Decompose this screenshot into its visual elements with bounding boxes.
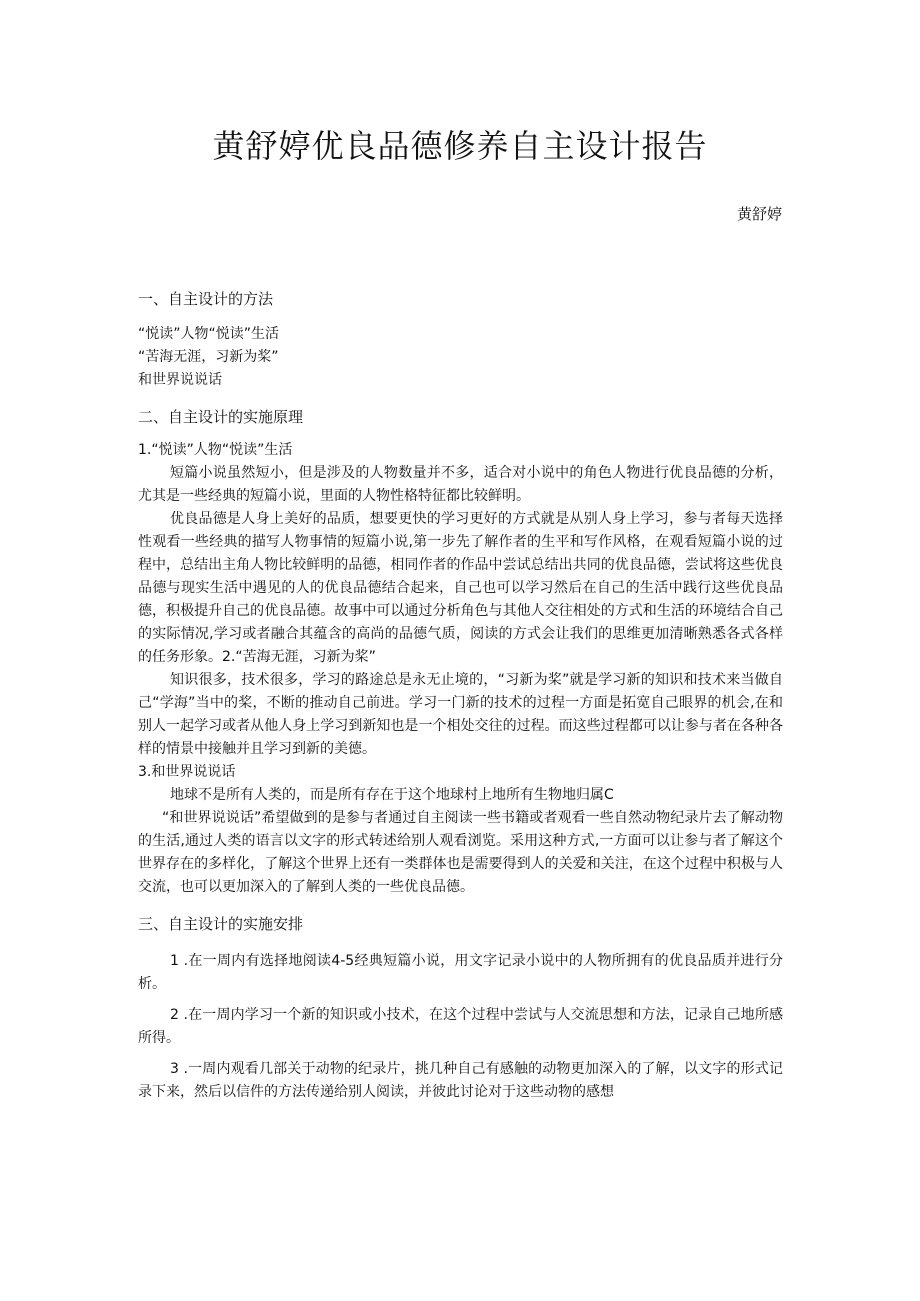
- section2-paragraph-3: 知识很多，技术很多，学习的路途总是永无止境的，“习新为桨”就是学习新的知识和技术来当做自己“学海”当中的桨，不断的推动自己前进。学习一门新的技术的过程一方面是拓宽自己眼界的机会,在和别人一起学习或者从他人身上学习到新知也是一个相处交往的过程。而这些过程都可以让参与者在各种各样的情景中接触并且学习到新的美德。: [138, 672, 783, 757]
- section1-item-1: “悦读”人物“悦读”生活: [138, 326, 280, 342]
- section3-heading: 三、自主设计的实施安排: [138, 915, 304, 933]
- section2-paragraph-5: “和世界说说话”希望做到的是参与者通过自主阅读一些书籍或者观看一些自然动物纪录片去了解动物的生活,通过人类的语言以文字的形式转述给别人观看浏览。采用这种方式,一方面可以让参与者了解这个世界存在的多样化，了解这个世界上还有一类群体也是需要得到人的关爱和关注，在这个过程中积极与人交流，也可以更加深入的了解到人类的一些优良品德。: [138, 810, 783, 895]
- author-name: 黄舒婷: [736, 205, 782, 223]
- section1-heading: 一、自主设计的方法: [138, 290, 274, 308]
- section2-paragraph-4: 地球不是所有人类的，而是所有存在于这个地球村上地所有生物地归属C: [170, 787, 614, 803]
- section2-paragraph-1: 短篇小说虽然短小，但是涉及的人物数量并不多，适合对小说中的角色人物进行优良品德的分析，尤其是一些经典的短篇小说，里面的人物性格特征都比较鲜明。: [138, 465, 783, 504]
- section2-subtitle-3: 3.和世界说说话: [138, 764, 236, 780]
- section3-item-3: 3 .一周内观看几部关于动物的纪录片，挑几种自己有感触的动物更加深入的了解，以文字的形式记录下来，然后以信件的方法传递给别人阅读，并彼此讨论对于这些动物的感想: [138, 1061, 783, 1100]
- document-title: 黄舒婷优良品德修养自主设计报告: [212, 127, 708, 165]
- section1-item-2: “苦海无涯，习新为桨”: [138, 349, 279, 365]
- section2-subtitle-1: 1.“悦读”人物“悦读”生活: [138, 442, 293, 458]
- section2-paragraph-2: 优良品德是人身上美好的品质，想要更快的学习更好的方式就是从别人身上学习，参与者每天选择性观看一些经典的描写人物事情的短篇小说,第一步先了解作者的生平和写作风格，在观看短篇小说的过程中，总结出主角人物比较鲜明的品德，相同作者的作品中尝试总结出共同的优良品德，尝试将这些优良品德与现实生活中遇见的人的优良品德结合起来，自己也可以学习然后在自己的生活中践行这些优良品德，积极提升自己的优良品德。故事中可以通过分析角色与其他人交往相处的方式和生活的环境结合自己的实际情况,学习或者融合其蕴含的高尚的品德气质，阅读的方式会让我们的思维更加清晰熟悉各式各样的任务形象。2.“苦海无涯，习新为桨”: [138, 511, 783, 665]
- section3-item-2: 2 .在一周内学习一个新的知识或小技术，在这个过程中尝试与人交流思想和方法，记录自己地所感所得。: [138, 1007, 783, 1046]
- document-body: [138, 288, 783, 1104]
- section3-item-1: 1 .在一周内有选择地阅读4-5经典短篇小说，用文字记录小说中的人物所拥有的优良品质并进行分析。: [138, 953, 783, 992]
- section2-heading: 二、自主设计的实施原理: [138, 408, 304, 426]
- section1-item-3: 和世界说说话: [138, 372, 222, 388]
